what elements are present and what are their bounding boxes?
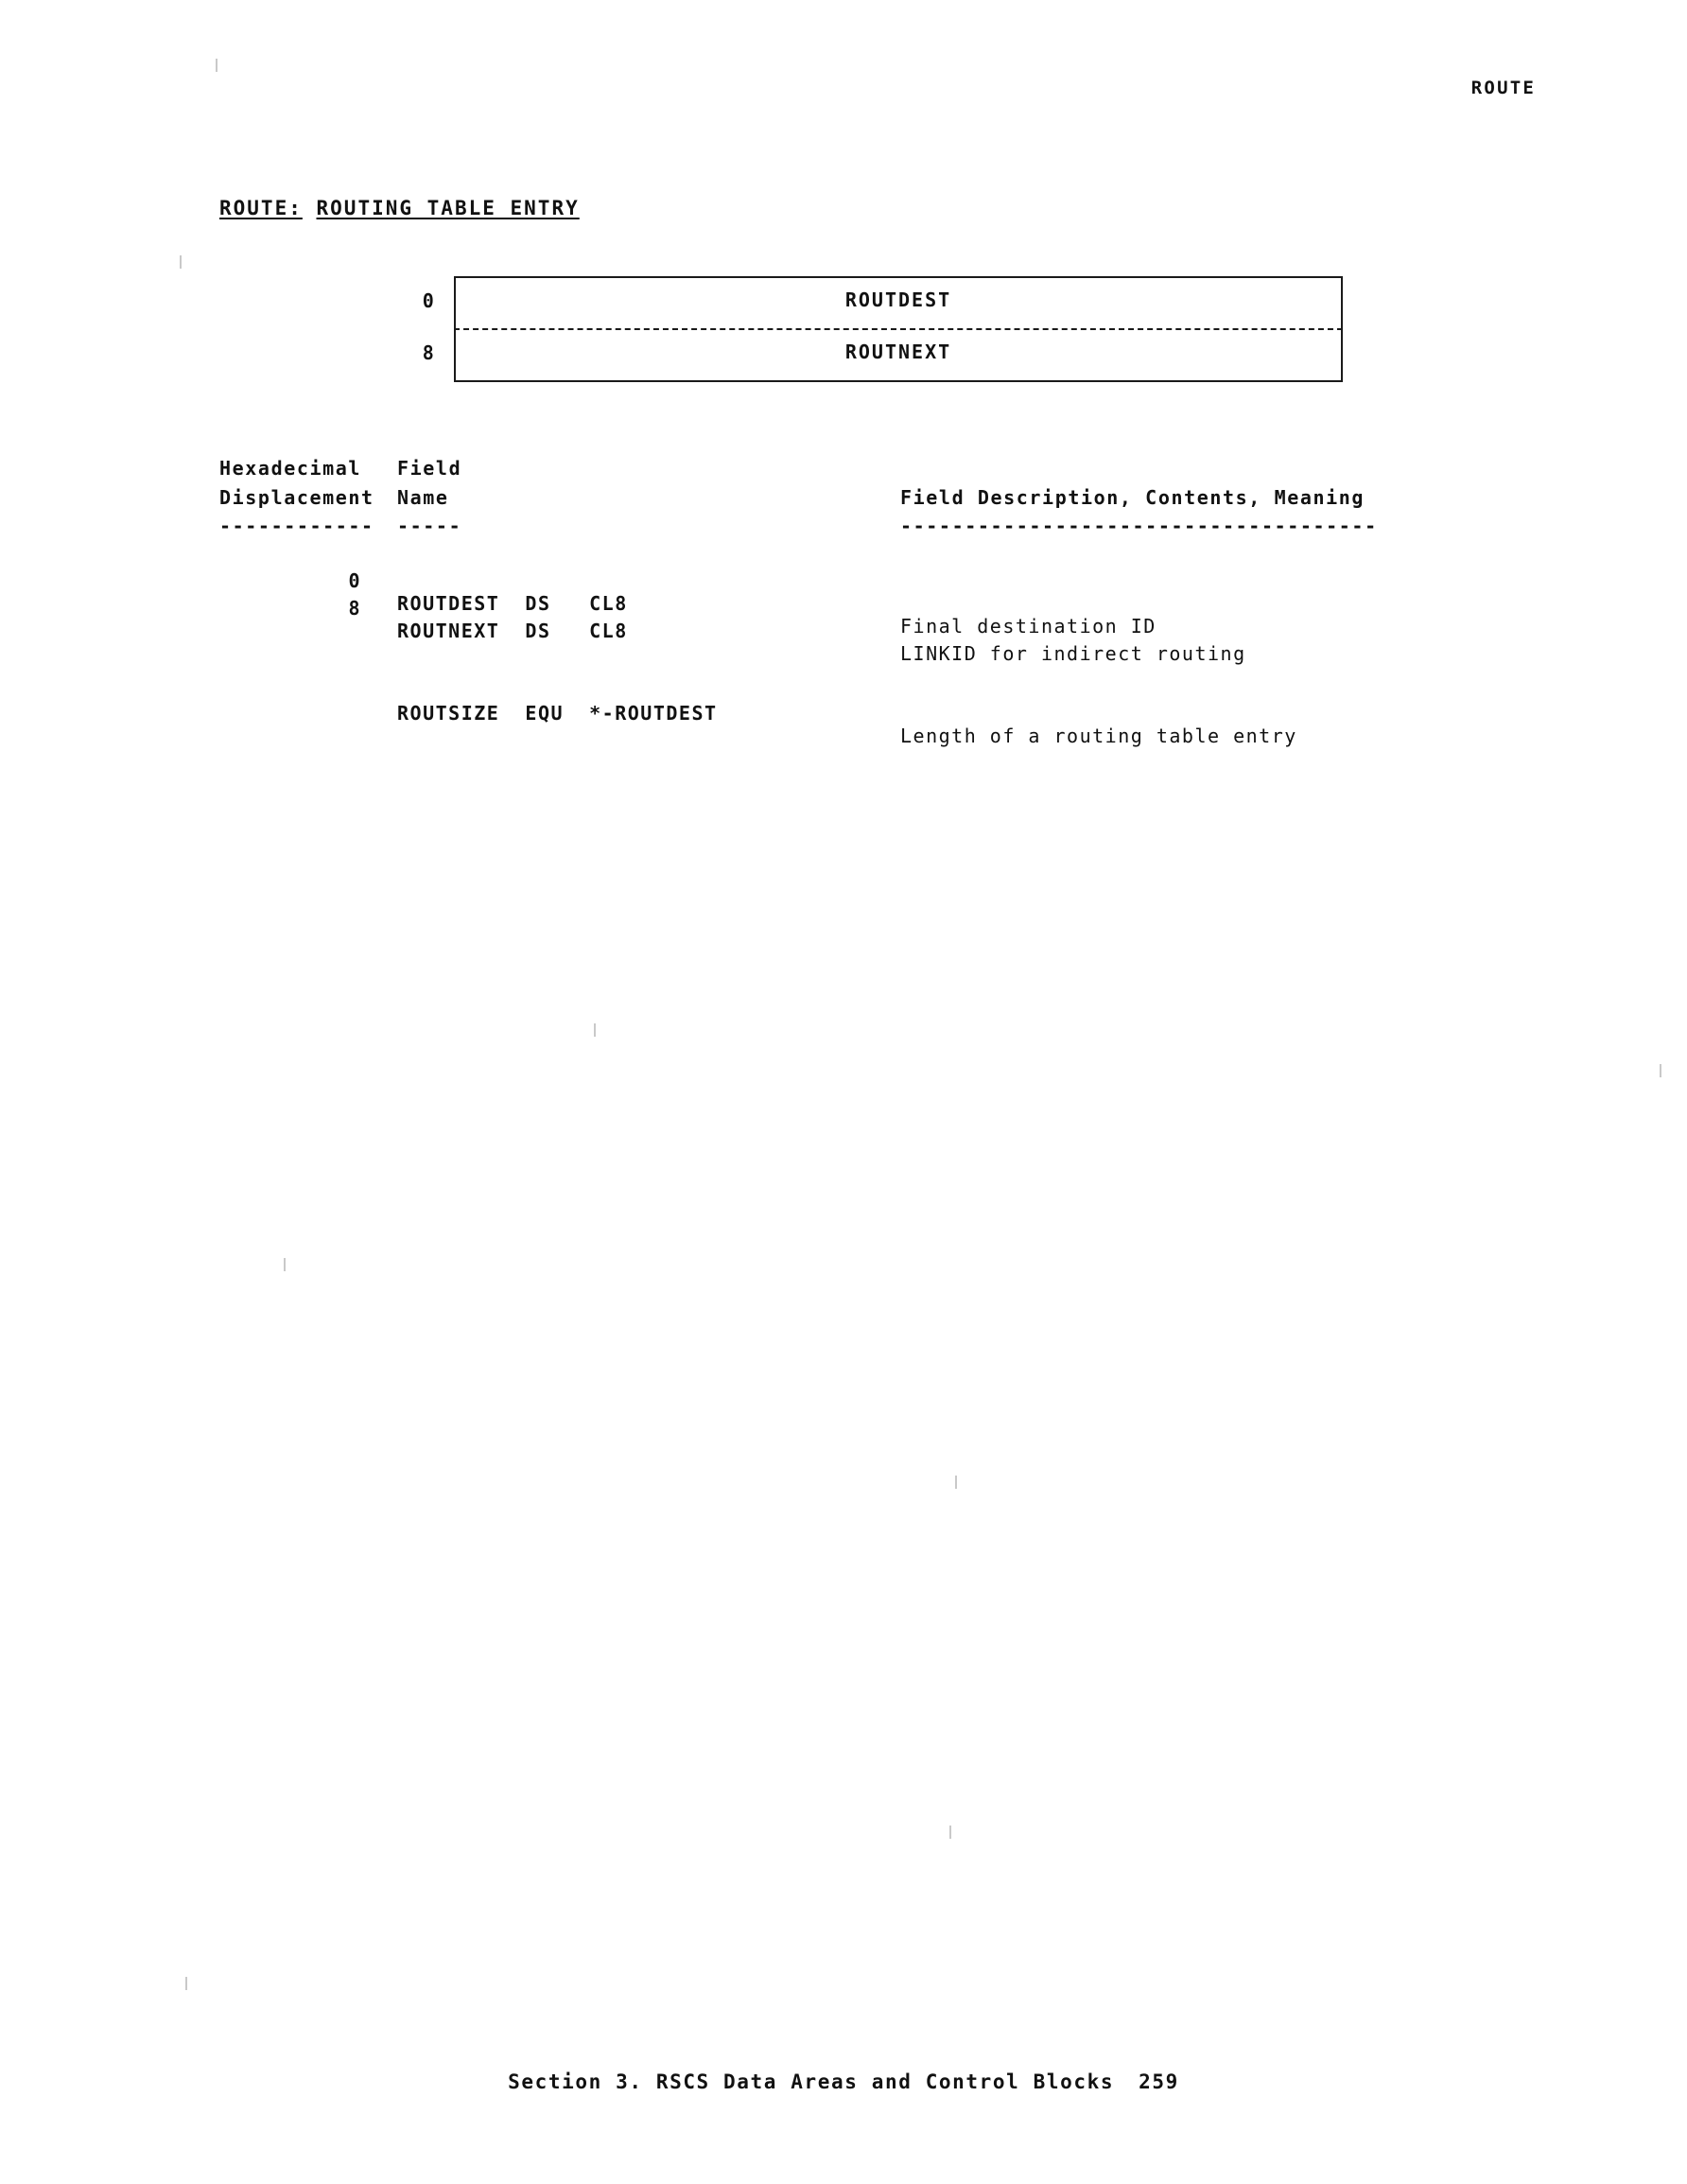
diagram-row-cell — [454, 328, 1343, 380]
rule-description: ------------------------------------- — [900, 515, 1378, 537]
margin-tick — [949, 1826, 951, 1839]
diagram-row-label: ROUTNEXT — [844, 341, 952, 363]
footer-text: Section 3. RSCS Data Areas and Control Blocks — [508, 2070, 1115, 2093]
page-title-prefix: ROUTE: — [219, 197, 303, 219]
header-name-line1: Field — [397, 457, 462, 480]
margin-tick — [1660, 1064, 1661, 1077]
page-title-text: ROUTING TABLE ENTRY — [316, 197, 580, 219]
header-displacement-line2: Displacement — [219, 486, 374, 509]
page-footer — [0, 2070, 1687, 2093]
page-number: 259 — [1139, 2070, 1179, 2093]
rule-name: ----- — [397, 515, 462, 537]
table-row-spacer — [219, 602, 1562, 656]
diagram-row-displacement: 0 — [422, 289, 435, 312]
diagram-bottom-border — [454, 380, 1343, 382]
margin-tick — [594, 1023, 596, 1037]
header-description-line2: Field Description, Contents, Meaning — [900, 486, 1365, 509]
field-table — [219, 454, 1562, 747]
diagram-row-cell — [454, 276, 1343, 328]
margin-tick — [955, 1476, 957, 1489]
header-name-line2: Name — [397, 486, 449, 509]
field-table-rule-row — [219, 513, 1562, 547]
margin-tick — [284, 1258, 286, 1271]
row-description: LINKID for indirect routing — [900, 642, 1246, 665]
diagram-row — [397, 328, 1343, 380]
control-block-diagram — [397, 276, 1343, 380]
row-description: Length of a routing table entry — [900, 725, 1297, 747]
row-field-name: ROUTNEXT DS CL8 — [397, 620, 628, 642]
running-head: ROUTE — [1470, 78, 1536, 98]
diagram-row — [397, 276, 1343, 328]
row-description: Final destination ID — [900, 615, 1157, 638]
table-row — [219, 656, 1562, 747]
field-table-header-row — [219, 454, 1562, 483]
row-displacement: 8 — [348, 597, 361, 620]
row-displacement: 0 — [348, 569, 361, 592]
margin-tick — [185, 1977, 187, 1990]
row-field-name: ROUTDEST DS CL8 — [397, 592, 628, 615]
margin-tick — [180, 255, 182, 269]
page-title — [219, 197, 580, 219]
diagram-row-displacement: 8 — [422, 341, 435, 364]
header-displacement-line1: Hexadecimal — [219, 457, 362, 480]
field-table-header-row — [219, 483, 1562, 513]
row-field-name: ROUTSIZE EQU *-ROUTDEST — [397, 702, 718, 725]
rule-displacement: ------------ — [219, 515, 374, 537]
margin-tick — [216, 59, 217, 72]
diagram-row-label: ROUTDEST — [844, 288, 952, 311]
